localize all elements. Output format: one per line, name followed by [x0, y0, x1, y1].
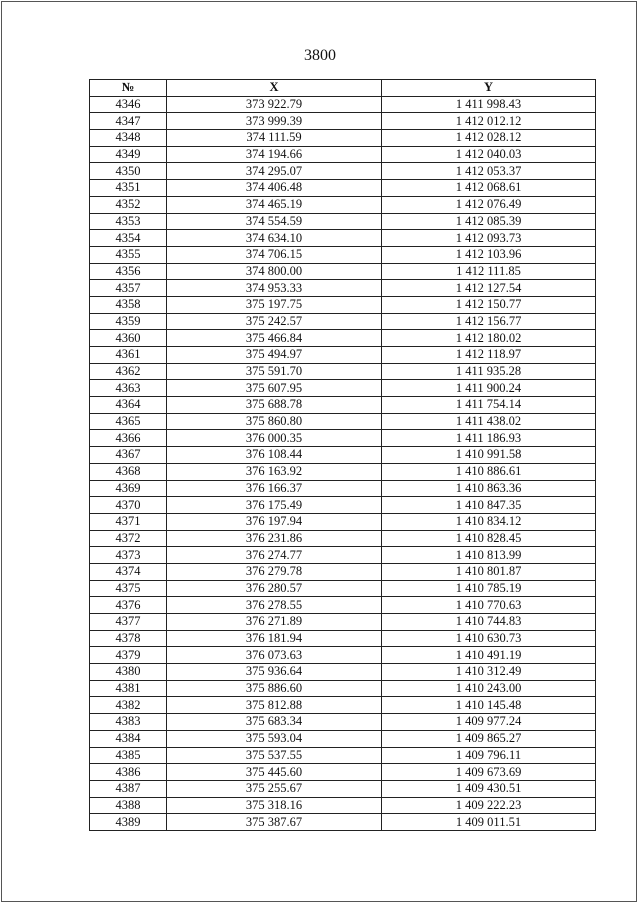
cell-y: 1 411 900.24: [382, 380, 596, 397]
table-row: [90, 113, 596, 130]
page-number: 3800: [304, 47, 336, 64]
cell-number: 4375: [90, 580, 167, 597]
cell-number: 4359: [90, 313, 167, 330]
table-row: [90, 397, 596, 414]
table-row: [90, 263, 596, 280]
cell-x: 375 494.97: [167, 347, 382, 364]
table-row: [90, 347, 596, 364]
cell-y: 1 409 673.69: [382, 764, 596, 781]
cell-y: 1 412 118.97: [382, 347, 596, 364]
cell-x: 374 406.48: [167, 180, 382, 197]
table-header-row: [90, 80, 596, 97]
cell-y: 1 410 630.73: [382, 630, 596, 647]
cell-y: 1 411 186.93: [382, 430, 596, 447]
cell-y: 1 409 011.51: [382, 814, 596, 831]
cell-x: 373 999.39: [167, 113, 382, 130]
cell-number: 4374: [90, 563, 167, 580]
cell-y: 1 412 180.02: [382, 330, 596, 347]
table-row: [90, 447, 596, 464]
cell-y: 1 409 430.51: [382, 780, 596, 797]
cell-number: 4381: [90, 680, 167, 697]
cell-y: 1 412 156.77: [382, 313, 596, 330]
cell-x: 374 706.15: [167, 246, 382, 263]
cell-number: 4370: [90, 497, 167, 514]
cell-number: 4361: [90, 347, 167, 364]
cell-x: 375 387.67: [167, 814, 382, 831]
cell-number: 4347: [90, 113, 167, 130]
table-row: [90, 714, 596, 731]
cell-x: 374 634.10: [167, 230, 382, 247]
cell-number: 4384: [90, 730, 167, 747]
cell-y: 1 410 991.58: [382, 447, 596, 464]
cell-x: 375 466.84: [167, 330, 382, 347]
cell-number: 4365: [90, 413, 167, 430]
cell-y: 1 410 801.87: [382, 563, 596, 580]
cell-y: 1 410 744.83: [382, 614, 596, 631]
cell-y: 1 412 028.12: [382, 130, 596, 147]
cell-x: 375 860.80: [167, 413, 382, 430]
table-row: [90, 764, 596, 781]
cell-number: 4372: [90, 530, 167, 547]
cell-x: 376 231.86: [167, 530, 382, 547]
cell-x: 375 197.75: [167, 296, 382, 313]
cell-y: 1 410 312.49: [382, 664, 596, 681]
table-row: [90, 296, 596, 313]
table-row: [90, 814, 596, 831]
cell-x: 376 166.37: [167, 480, 382, 497]
cell-number: 4349: [90, 146, 167, 163]
cell-number: 4358: [90, 296, 167, 313]
cell-y: 1 410 834.12: [382, 513, 596, 530]
cell-x: 375 255.67: [167, 780, 382, 797]
cell-number: 4388: [90, 797, 167, 814]
cell-number: 4383: [90, 714, 167, 731]
table-row: [90, 730, 596, 747]
cell-x: 375 537.55: [167, 747, 382, 764]
table-body: [90, 96, 596, 830]
cell-x: 376 108.44: [167, 447, 382, 464]
cell-number: 4355: [90, 246, 167, 263]
table-row: [90, 614, 596, 631]
cell-y: 1 412 053.37: [382, 163, 596, 180]
cell-number: 4352: [90, 196, 167, 213]
cell-number: 4371: [90, 513, 167, 530]
table-row: [90, 146, 596, 163]
cell-y: 1 412 076.49: [382, 196, 596, 213]
cell-number: 4346: [90, 96, 167, 113]
table-row: [90, 180, 596, 197]
cell-y: 1 412 150.77: [382, 296, 596, 313]
cell-number: 4378: [90, 630, 167, 647]
cell-number: 4373: [90, 547, 167, 564]
cell-y: 1 410 847.35: [382, 497, 596, 514]
cell-x: 375 445.60: [167, 764, 382, 781]
cell-y: 1 412 085.39: [382, 213, 596, 230]
table-row: [90, 380, 596, 397]
table-row: [90, 480, 596, 497]
cell-number: 4348: [90, 130, 167, 147]
table-row: [90, 313, 596, 330]
cell-number: 4386: [90, 764, 167, 781]
table-row: [90, 463, 596, 480]
table-row: [90, 413, 596, 430]
cell-y: 1 412 068.61: [382, 180, 596, 197]
cell-y: 1 412 103.96: [382, 246, 596, 263]
table-row: [90, 580, 596, 597]
table-row: [90, 280, 596, 297]
cell-x: 376 181.94: [167, 630, 382, 647]
cell-x: 375 683.34: [167, 714, 382, 731]
cell-number: 4389: [90, 814, 167, 831]
column-header-x: X: [167, 80, 382, 97]
table-row: [90, 647, 596, 664]
table-row: [90, 680, 596, 697]
cell-y: 1 412 093.73: [382, 230, 596, 247]
cell-y: 1 410 813.99: [382, 547, 596, 564]
cell-x: 375 593.04: [167, 730, 382, 747]
cell-x: 374 554.59: [167, 213, 382, 230]
cell-number: 4366: [90, 430, 167, 447]
table-row: [90, 330, 596, 347]
cell-x: 375 242.57: [167, 313, 382, 330]
cell-number: 4350: [90, 163, 167, 180]
cell-y: 1 410 243.00: [382, 680, 596, 697]
table-row: [90, 230, 596, 247]
table-row: [90, 697, 596, 714]
cell-x: 374 111.59: [167, 130, 382, 147]
cell-number: 4380: [90, 664, 167, 681]
cell-number: 4353: [90, 213, 167, 230]
table-row: [90, 196, 596, 213]
table-row: [90, 246, 596, 263]
table-row: [90, 163, 596, 180]
cell-y: 1 410 828.45: [382, 530, 596, 547]
cell-number: 4382: [90, 697, 167, 714]
cell-x: 376 280.57: [167, 580, 382, 597]
cell-number: 4362: [90, 363, 167, 380]
cell-x: 376 000.35: [167, 430, 382, 447]
cell-x: 375 591.70: [167, 363, 382, 380]
cell-y: 1 410 770.63: [382, 597, 596, 614]
cell-number: 4354: [90, 230, 167, 247]
cell-x: 376 278.55: [167, 597, 382, 614]
table-row: [90, 547, 596, 564]
table-row: [90, 780, 596, 797]
cell-x: 375 607.95: [167, 380, 382, 397]
cell-number: 4368: [90, 463, 167, 480]
cell-number: 4379: [90, 647, 167, 664]
cell-y: 1 409 865.27: [382, 730, 596, 747]
cell-number: 4356: [90, 263, 167, 280]
cell-y: 1 410 886.61: [382, 463, 596, 480]
table-row: [90, 563, 596, 580]
table-row: [90, 664, 596, 681]
cell-y: 1 412 012.12: [382, 113, 596, 130]
cell-y: 1 411 438.02: [382, 413, 596, 430]
cell-number: 4377: [90, 614, 167, 631]
cell-number: 4367: [90, 447, 167, 464]
cell-x: 376 197.94: [167, 513, 382, 530]
cell-y: 1 411 998.43: [382, 96, 596, 113]
cell-number: 4369: [90, 480, 167, 497]
table-row: [90, 497, 596, 514]
cell-x: 374 800.00: [167, 263, 382, 280]
cell-y: 1 410 863.36: [382, 480, 596, 497]
cell-y: 1 410 785.19: [382, 580, 596, 597]
cell-number: 4385: [90, 747, 167, 764]
cell-x: 374 194.66: [167, 146, 382, 163]
table-row: [90, 363, 596, 380]
table-row: [90, 513, 596, 530]
cell-y: 1 412 127.54: [382, 280, 596, 297]
cell-y: 1 409 977.24: [382, 714, 596, 731]
cell-number: 4387: [90, 780, 167, 797]
cell-y: 1 411 935.28: [382, 363, 596, 380]
cell-number: 4376: [90, 597, 167, 614]
cell-x: 374 953.33: [167, 280, 382, 297]
cell-x: 376 279.78: [167, 563, 382, 580]
table-row: [90, 430, 596, 447]
cell-y: 1 409 796.11: [382, 747, 596, 764]
cell-x: 373 922.79: [167, 96, 382, 113]
cell-y: 1 411 754.14: [382, 397, 596, 414]
cell-number: 4363: [90, 380, 167, 397]
cell-x: 376 274.77: [167, 547, 382, 564]
table-row: [90, 630, 596, 647]
cell-x: 376 163.92: [167, 463, 382, 480]
cell-x: 374 295.07: [167, 163, 382, 180]
table-row: [90, 96, 596, 113]
cell-x: 374 465.19: [167, 196, 382, 213]
cell-y: 1 410 491.19: [382, 647, 596, 664]
cell-x: 375 318.16: [167, 797, 382, 814]
table-row: [90, 130, 596, 147]
cell-x: 376 271.89: [167, 614, 382, 631]
column-header-y: Y: [382, 80, 596, 97]
column-header-number: №: [90, 80, 167, 97]
cell-x: 376 073.63: [167, 647, 382, 664]
cell-x: 376 175.49: [167, 497, 382, 514]
table-row: [90, 797, 596, 814]
cell-x: 375 936.64: [167, 664, 382, 681]
table-row: [90, 213, 596, 230]
cell-number: 4360: [90, 330, 167, 347]
cell-y: 1 412 111.85: [382, 263, 596, 280]
table-row: [90, 530, 596, 547]
cell-number: 4364: [90, 397, 167, 414]
coordinates-table: [89, 79, 596, 831]
table-row: [90, 747, 596, 764]
cell-y: 1 409 222.23: [382, 797, 596, 814]
cell-x: 375 812.88: [167, 697, 382, 714]
table-row: [90, 597, 596, 614]
cell-x: 375 688.78: [167, 397, 382, 414]
cell-number: 4357: [90, 280, 167, 297]
cell-number: 4351: [90, 180, 167, 197]
cell-y: 1 410 145.48: [382, 697, 596, 714]
cell-y: 1 412 040.03: [382, 146, 596, 163]
cell-x: 375 886.60: [167, 680, 382, 697]
